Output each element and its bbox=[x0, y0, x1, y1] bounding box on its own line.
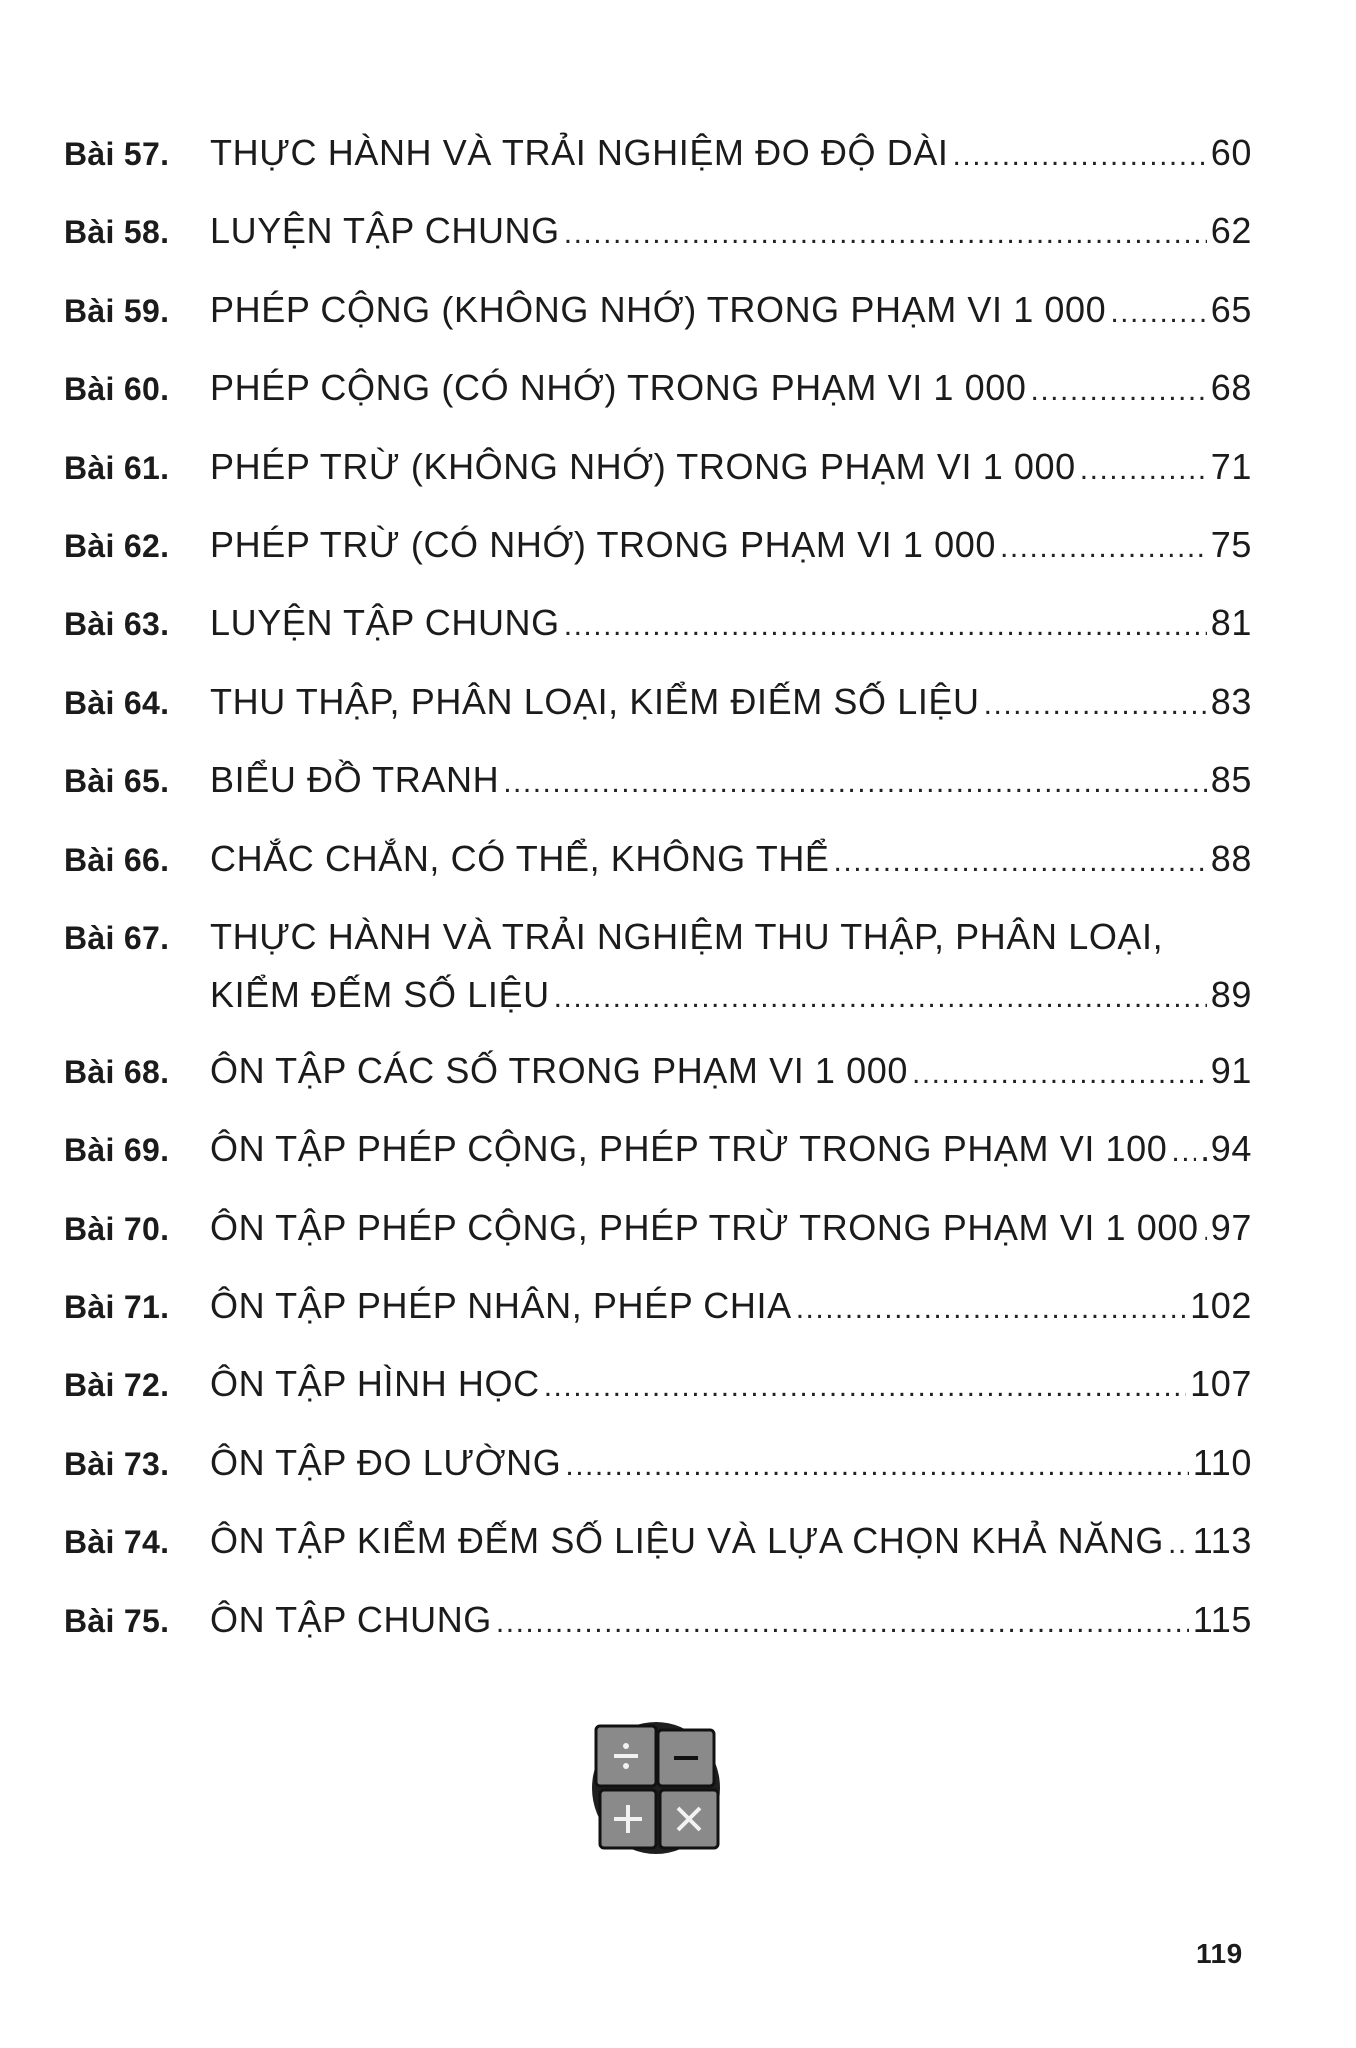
dot-leader bbox=[1110, 296, 1206, 330]
lesson-page: 85 bbox=[1210, 759, 1252, 801]
dot-leader bbox=[1171, 1135, 1196, 1169]
dot-leader bbox=[1000, 531, 1207, 565]
toc-entry bbox=[56, 914, 1252, 1048]
lesson-number: Bài 61. bbox=[64, 449, 170, 486]
dot-leader bbox=[1080, 453, 1207, 487]
lesson-page: 68 bbox=[1210, 367, 1252, 409]
lesson-page: 62 bbox=[1210, 210, 1252, 252]
lesson-title: PHÉP CỘNG (KHÔNG NHỚ) TRONG PHẠM VI 1 000 bbox=[210, 288, 1107, 330]
toc-entry bbox=[56, 130, 1252, 208]
page-number: 119 bbox=[1196, 1938, 1243, 1969]
lesson-title: ÔN TẬP KIỂM ĐẾM SỐ LIỆU VÀ LỰA CHỌN KHẢ NĂNG bbox=[210, 1520, 1165, 1562]
toc-entry bbox=[56, 522, 1252, 600]
lesson-title: ÔN TẬP PHÉP CỘNG, PHÉP TRỪ TRONG PHẠM VI 100 bbox=[210, 1128, 1168, 1170]
lesson-number: Bài 74. bbox=[64, 1524, 170, 1561]
lesson-title: CHẮC CHẮN, CÓ THỂ, KHÔNG THỂ bbox=[210, 837, 830, 879]
lesson-number: Bài 73. bbox=[64, 1445, 170, 1482]
lesson-number: Bài 63. bbox=[64, 606, 170, 643]
toc-entry bbox=[56, 1597, 1252, 1675]
toc-entry bbox=[56, 1048, 1252, 1126]
lesson-page: .94 bbox=[1200, 1128, 1252, 1170]
lesson-number: Bài 58. bbox=[64, 214, 170, 251]
lesson-number: Bài 75. bbox=[64, 1602, 170, 1639]
lesson-title: THU THẬP, PHÂN LOẠI, KIỂM ĐIẾM SỐ LIỆU bbox=[210, 680, 980, 722]
lesson-title: PHÉP CỘNG (CÓ NHỚ) TRONG PHẠM VI 1 000 bbox=[210, 367, 1027, 409]
lesson-title: THỰC HÀNH VÀ TRẢI NGHIỆM ĐO ĐỘ DÀI bbox=[210, 132, 949, 173]
toc-entry bbox=[56, 287, 1252, 365]
lesson-title: THỰC HÀNH VÀ TRẢI NGHIỆM THU THẬP, PHÂN LOẠI, bbox=[210, 915, 1164, 957]
lesson-title: KIỂM ĐẾM SỐ LIỆU bbox=[210, 973, 550, 1015]
lesson-page: 97 bbox=[1210, 1206, 1252, 1248]
dot-leader bbox=[912, 1057, 1207, 1091]
lesson-number: Bài 57. bbox=[64, 136, 170, 172]
lesson-number: Bài 67. bbox=[64, 919, 170, 956]
lesson-page: 75 bbox=[1210, 523, 1252, 565]
toc-entry bbox=[56, 679, 1252, 757]
dot-leader bbox=[503, 766, 1207, 800]
lesson-title: ÔN TẬP HÌNH HỌC bbox=[210, 1363, 540, 1405]
toc-entry bbox=[56, 1361, 1252, 1439]
dot-leader bbox=[496, 1606, 1189, 1640]
dot-leader bbox=[953, 139, 1207, 173]
lesson-title: LUYỆN TẬP CHUNG bbox=[210, 210, 560, 252]
lesson-title: PHÉP TRỪ (KHÔNG NHỚ) TRONG PHẠM VI 1 000 bbox=[210, 445, 1076, 487]
dot-leader bbox=[564, 609, 1207, 643]
dot-leader bbox=[544, 1370, 1186, 1404]
lesson-number: Bài 71. bbox=[64, 1289, 170, 1326]
lesson-number: Bài 68. bbox=[64, 1053, 170, 1090]
lesson-title: ÔN TẬP CÁC SỐ TRONG PHẠM VI 1 000 bbox=[210, 1049, 908, 1091]
lesson-page: 89 bbox=[1210, 973, 1252, 1015]
calculator-icon bbox=[588, 1716, 724, 1856]
lesson-page: 113 bbox=[1192, 1520, 1252, 1562]
toc-entry bbox=[56, 836, 1252, 914]
dot-leader bbox=[1203, 1214, 1207, 1248]
lesson-title: LUYỆN TẬP CHUNG bbox=[210, 602, 560, 644]
lesson-title: ÔN TẬP CHUNG bbox=[210, 1598, 492, 1640]
toc-entry bbox=[56, 444, 1252, 522]
toc-entry bbox=[56, 1205, 1252, 1283]
lesson-page: 91 bbox=[1210, 1049, 1252, 1091]
lesson-number: Bài 62. bbox=[64, 527, 170, 564]
toc-entry bbox=[56, 208, 1252, 286]
lesson-page: 83 bbox=[1210, 680, 1252, 722]
toc-entry bbox=[56, 600, 1252, 678]
dot-leader bbox=[564, 217, 1207, 251]
dot-leader bbox=[984, 688, 1207, 722]
lesson-number: Bài 66. bbox=[64, 841, 170, 878]
lesson-number: Bài 72. bbox=[64, 1367, 170, 1404]
dot-leader bbox=[554, 981, 1207, 1015]
lesson-page: 71 bbox=[1210, 445, 1252, 487]
dot-leader bbox=[1031, 374, 1207, 408]
lesson-page: 81 bbox=[1210, 602, 1252, 644]
dot-leader bbox=[796, 1292, 1186, 1326]
table-of-contents bbox=[56, 130, 1252, 1675]
toc-entry bbox=[56, 365, 1252, 443]
lesson-title: PHÉP TRỪ (CÓ NHỚ) TRONG PHẠM VI 1 000 bbox=[210, 523, 996, 565]
lesson-number: Bài 69. bbox=[64, 1132, 170, 1169]
lesson-page: 88 bbox=[1210, 837, 1252, 879]
lesson-title: ÔN TẬP ĐO LƯỜNG bbox=[210, 1441, 562, 1483]
dot-leader bbox=[565, 1449, 1188, 1483]
lesson-number: Bài 70. bbox=[64, 1210, 170, 1247]
lesson-title: BIỂU ĐỒ TRANH bbox=[210, 759, 500, 801]
lesson-page: 107 bbox=[1190, 1363, 1252, 1405]
lesson-number: Bài 65. bbox=[64, 763, 170, 800]
lesson-page: 102 bbox=[1190, 1285, 1252, 1327]
lesson-number: Bài 60. bbox=[64, 371, 170, 408]
dot-leader bbox=[1168, 1527, 1189, 1561]
toc-entry bbox=[56, 1518, 1252, 1596]
dot-leader bbox=[834, 845, 1207, 879]
toc-entry bbox=[56, 1440, 1252, 1518]
toc-entry bbox=[56, 1126, 1252, 1204]
lesson-page: 115 bbox=[1192, 1598, 1252, 1640]
lesson-number: Bài 64. bbox=[64, 684, 170, 721]
lesson-page: 60 bbox=[1210, 132, 1252, 173]
toc-entry bbox=[56, 1283, 1252, 1361]
lesson-title: ÔN TẬP PHÉP CỘNG, PHÉP TRỪ TRONG PHẠM VI 1 000 bbox=[210, 1206, 1199, 1248]
lesson-page: 65 bbox=[1210, 288, 1252, 330]
lesson-title: ÔN TẬP PHÉP NHÂN, PHÉP CHIA bbox=[210, 1285, 792, 1327]
toc-entry bbox=[56, 757, 1252, 835]
lesson-number: Bài 59. bbox=[64, 292, 170, 329]
lesson-page: 110 bbox=[1192, 1441, 1252, 1483]
